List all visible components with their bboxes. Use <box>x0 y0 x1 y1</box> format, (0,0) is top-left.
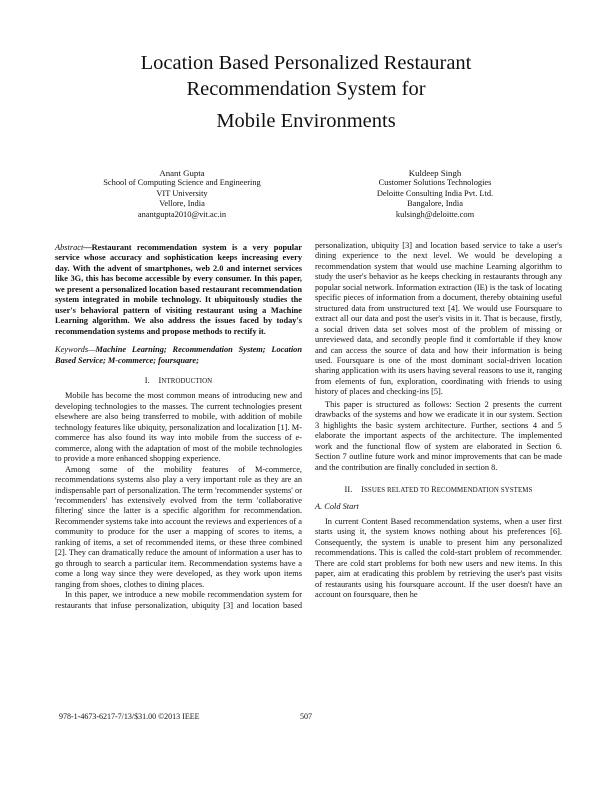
keywords <box>55 345 302 366</box>
author-affiliation: Customer Solutions Technologies <box>378 178 492 188</box>
left-column <box>55 243 302 612</box>
abstract <box>55 243 302 337</box>
paragraph: This paper is structured as follows: Section 2 presents the current drawbacks of the systems and how we eradicate it in our system. Section 3 highlights the basic system architecture. Further, sections 4 and 5 elaborate the important aspects of the architecture. The implemented work and the functional flow of system are elaborated in Section 6. Section 7 outline future work and minor improvements that can be made and the contribution are finally concluded in section 8. <box>315 399 562 472</box>
paragraph-continued: personalization, ubiquity [3] and location based service to take a user's dining experience to the next level. We would be developing a recommendation system that would use machine Learning algorithm to study the user's behavior as he keeps checking in restaurants through any popular social network. Information extraction (IE) is the task of locating specific pieces of information from a document, thereby obtaining useful structured data from unstructured text [4]. We would use Foursquare to extract all our data and post the user's visits in it. That is because, firstly, a social driven data set solves most of the problem of missing or unreviewed data, and secondly people find it comfortable if they know and can access the source of data and how their information is being used. Foursquare is one of the most dominant social-driven location sharing application with its users having several reasons to use it, ranging from elements of fun, exploration, coordinating with friends to using history of places and checking-ins [5]. <box>315 241 562 397</box>
paragraph: In this paper, we introduce a new mobile recommendation system for restaurants that infuse personalization, ubiquity [3] and location based <box>55 590 302 610</box>
page-number: 507 <box>300 712 312 721</box>
section-heading-cap: I <box>361 484 364 494</box>
right-column <box>315 241 562 601</box>
author-location: Vellore, India <box>159 199 205 209</box>
isbn-footer: 978-1-4673-6217-7/13/$31.00 ©2013 IEEE <box>59 712 200 721</box>
author-institution: VIT University <box>156 188 208 198</box>
author-institution: Deloitte Consulting India Pvt. Ltd. <box>376 188 494 198</box>
title-line-2: Recommendation System for <box>186 78 426 100</box>
abstract-lead: Abstract <box>55 243 84 252</box>
paper-title <box>60 50 552 134</box>
paragraph: Mobile has become the most common means of introducing new and developing technologies to the masses. The current technologies present elsewhere are also being transferred to mobile, with addition of mobile technology features like ubiquity, personalization and localization [1]. M-commerce has also found its way into mobile from the success of e-commerce, along with the adaptation of most of the mobile technologies to provide a more enhanced shopping experience. <box>55 391 302 464</box>
author-email[interactable]: anantgupta2010@vit.ac.in <box>137 209 227 219</box>
author-name: Anant Gupta <box>159 168 205 178</box>
section-heading-issues <box>315 485 562 496</box>
section-heading-cap: I <box>158 375 162 385</box>
section-heading-cap: R <box>431 484 437 494</box>
section-number: II. <box>344 484 353 494</box>
author-email[interactable]: kulsingh@deloitte.com <box>395 209 475 219</box>
section-heading-rest: SSUES RELATED TO <box>364 486 432 494</box>
author-block-2 <box>305 168 565 220</box>
author-affiliation: School of Computing Science and Engineering <box>103 178 261 188</box>
subsection-heading-cold-start: A. Cold Start <box>315 502 359 512</box>
title-line-1: Location Based Personalized Restaurant <box>140 52 472 74</box>
section-heading-rest: NTRODUCTION <box>161 377 213 385</box>
keywords-lead: Keywords— <box>55 345 96 355</box>
abstract-text: —Restaurant recommendation system is a very popular service whose accuracy and sophistication keeps increasing every day. With the advent of smartphones, web 2.0 and internet services like 3G, this has become accessible by every consumer. In this paper, we present a personalized location based restaurant recommendation system integrated in mobile technology. It ubiquitously studies the user's behavioral pattern of visiting restaurant using a Machine Learning algorithm. We also address the issues faced by today's recommendation systems and propose methods to rectify it. <box>55 243 302 336</box>
title-line-3: Mobile Environments <box>216 110 396 132</box>
keywords-text: Machine Learning; Recommendation System; Location Based Service; M-commerce; foursquare; <box>55 345 302 365</box>
author-location: Bangalore, India <box>407 199 463 209</box>
section-heading-rest: ECOMMENDATION SYSTEMS <box>436 486 533 494</box>
section-number: I. <box>144 375 150 385</box>
author-name: Kuldeep Singh <box>408 168 462 178</box>
paragraph: Among some of the mobility features of M-commerce, recommendations systems also play a very important role as they are an indispensable part of personalization. The term 'recommender systems' or 'recommenders' has extensively evolved from the term 'collaborative filtering' since the latter is a specific algorithm for recommendation. Recommender systems take into account the reviews and experiences of a community to produce for the user a mapping of scores to items, a ranking of items, a set of recommended items, or these three combined [2]. They can dramatically reduce the amount of information a user has to go through to search a particular item. Recommendation systems have a come a long way since they were developed, as they work upon items ranging from shoes, clothes to dining places. <box>55 464 302 589</box>
author-block-1 <box>52 168 312 220</box>
paragraph: In current Content Based recommendation systems, when a user first starts using it, the system knows nothing about his preferences [6]. Consequently, the system is unable to present him any personalized recommendations. This is called the cold-start problem of recommender. There are cold start problems for both new users and new items. In this paper, aim at eradicating this problem by retrieving the user's past visits of restaurants using his foursquare account. If the user doesn't have an account on foursquare, then he <box>315 516 562 600</box>
section-heading-introduction <box>55 376 302 387</box>
